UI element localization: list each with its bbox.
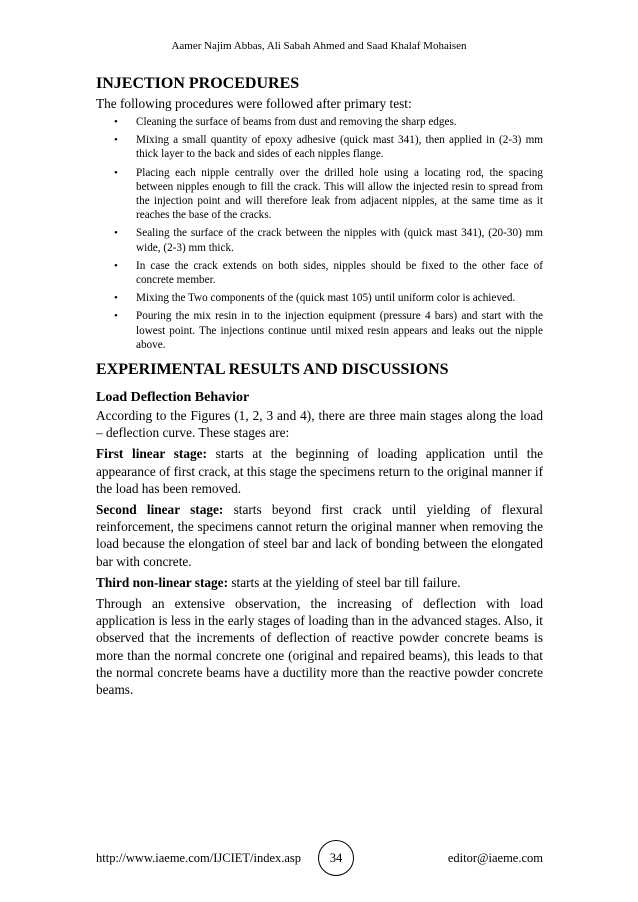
stage-1-paragraph: First linear stage: starts at the beginning of loading application until the appearance of first crack, at this stage the specimens return to the original manner if the load has been removed. xyxy=(96,446,543,496)
list-item: • Cleaning the surface of beams from dust and removing the sharp edges. xyxy=(114,116,457,128)
footer-url-link[interactable]: http://www.iaeme.com/IJCIET/index.asp xyxy=(96,851,302,865)
list-item: • Mixing the Two components of the (quick mast 105) until uniform color is achieved. xyxy=(114,292,516,305)
list-item: • Sealing the surface of the crack between the nipples with (quick mast 341), (20-30) mm wide, (2-3) mm thick. xyxy=(114,227,543,254)
stage-2-label: Second linear stage: xyxy=(96,502,224,518)
section-title-injection: INJECTION PROCEDURES xyxy=(96,75,300,92)
stage-1-label: First linear stage: xyxy=(96,446,207,462)
injection-procedure-list xyxy=(96,115,543,352)
running-header: Aamer Najim Abbas, Ali Sabah Ahmed and Saad Khalaf Mohaisen xyxy=(171,40,467,52)
page-footer xyxy=(96,840,543,876)
results-paragraph-intro: According to the Figures (1, 2, 3 and 4), there are three main stages along the load – deflection curve. These stages are: xyxy=(96,408,543,441)
list-item: • Mixing a small quantity of epoxy adhesive (quick mast 341), then applied in (2-3) mm thick layer to the back and sides of each nipples flange. xyxy=(114,134,543,161)
page-content xyxy=(96,74,543,702)
stage-2-paragraph: Second linear stage: starts beyond first crack until yielding of flexural reinforcement, the specimens cannot return the original manner when removing the load because the elongation of steel bar and lack of bonding between the elongated bar with concrete. xyxy=(96,502,544,569)
bullet-icon: • xyxy=(114,116,118,128)
stage-3-paragraph: Third non-linear stage: starts at the yielding of steel bar till failure. xyxy=(96,574,461,590)
bullet-icon: • xyxy=(114,134,118,147)
stage-3-label: Third non-linear stage: xyxy=(96,574,228,590)
section-title-results: EXPERIMENTAL RESULTS AND DISCUSSIONS xyxy=(96,361,449,379)
subsection-title-load-deflection: Load Deflection Behavior xyxy=(96,390,250,406)
bullet-icon: • xyxy=(114,310,118,323)
footer-email-link[interactable]: editor@iaeme.com xyxy=(447,851,543,865)
page-number: 34 xyxy=(318,840,354,876)
bullet-icon: • xyxy=(114,259,118,272)
bullet-icon: • xyxy=(114,166,118,179)
bullet-icon: • xyxy=(114,292,118,305)
results-paragraph-observation: Through an extensive observation, the increasing of deflection with load application is less in the early stages of loading than in the advanced stages. Also, it observed that the increments of deflection of reactive powder concrete beams is more than the normal concrete one (original and repaired beams), this leads to that the normal concrete beams have a ductility more than the reactive powder concrete beams. xyxy=(96,596,543,698)
list-item: • Pouring the mix resin in to the injection equipment (pressure 4 bars) and start with the lowest point. The injections continue until mixed resin appears and leaks out the nipple above. xyxy=(114,310,543,351)
list-item: • In case the crack extends on both sides, nipples should be fixed to the other face of concrete member. xyxy=(114,259,543,287)
list-item: • Placing each nipple centrally over the drilled hole using a locating rod, the spacing between nipples enough to fill the crack. This will allow the injected resin to spread from the injection point and will therefore leak from adjacent nipples, at the same time as it reaches the base of the cracks. xyxy=(114,166,543,222)
bullet-icon: • xyxy=(114,227,118,240)
injection-intro: The following procedures were followed after primary test: xyxy=(96,96,412,111)
